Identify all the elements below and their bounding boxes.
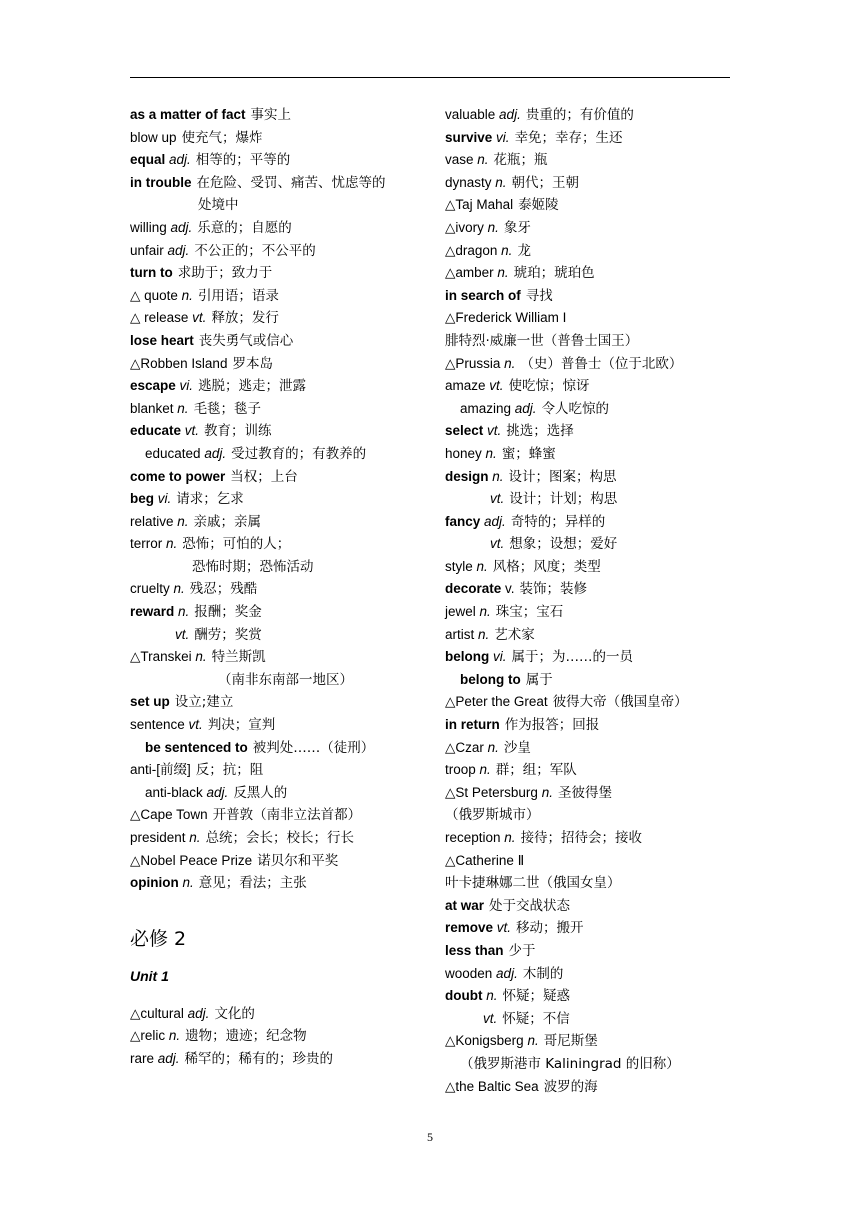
vocab-entry	[445, 1076, 745, 1099]
entry-word: relative	[130, 513, 174, 529]
entry-word: select	[445, 423, 484, 439]
vocab-entry	[445, 669, 745, 692]
entry-word: jewel	[445, 604, 476, 620]
entry-meaning: 寻找	[525, 287, 553, 304]
entry-pos: n.	[481, 445, 497, 461]
entry-word: reception	[445, 830, 501, 845]
vocab-entry	[130, 1048, 430, 1071]
entry-meaning: 诺贝尔和平奖	[257, 852, 339, 869]
entry-meaning: 不公正的；不公平的	[194, 242, 316, 259]
entry-pos: adj.	[480, 513, 506, 529]
vocab-entry	[445, 1008, 745, 1031]
entry-word: survive	[445, 129, 493, 145]
entry-word: valuable	[445, 107, 496, 122]
entry-pos: adj.	[154, 1050, 180, 1066]
entry-word: as a matter of fact	[130, 107, 246, 122]
entry-meaning: 贵重的；有价值的	[525, 107, 634, 123]
entry-meaning: 罗本岛	[232, 355, 273, 372]
vocab-entry	[445, 172, 745, 195]
entry-word: △Catherine Ⅱ	[445, 852, 525, 868]
vocab-entry	[130, 1003, 430, 1026]
entry-meaning: 反黑人的	[233, 784, 288, 801]
vocab-entry	[130, 375, 430, 398]
entry-meaning: 当权；上台	[230, 468, 298, 485]
entry-meaning: 教育；训练	[204, 423, 272, 440]
vocab-entry	[445, 149, 745, 172]
entry-meaning: 乐意的；自愿的	[197, 219, 292, 236]
vocab-entry	[130, 217, 430, 240]
vocab-entry	[130, 601, 430, 624]
entry-meaning: 处境中	[198, 197, 239, 214]
entry-meaning: 在危险、受罚、痛苦、忧虑等的	[196, 174, 386, 191]
entry-meaning: 幸免；幸存；生还	[514, 129, 623, 146]
entry-word: vase	[445, 152, 474, 168]
page-number: 5	[427, 1130, 433, 1144]
right-column	[445, 104, 745, 1098]
entry-meaning: 群；组；军队	[495, 762, 577, 779]
vocab-entry	[130, 420, 430, 443]
vocab-entry	[445, 578, 745, 601]
entry-word: equal	[130, 152, 166, 168]
entry-meaning: 设计；计划；构思	[509, 491, 618, 508]
entry-pos: n.	[473, 152, 489, 168]
entry-meaning: 艺术家	[494, 626, 535, 643]
entry-word: amaze	[445, 378, 486, 394]
vocab-entry	[445, 353, 745, 376]
entry-meaning: 接待；招待会；接收	[520, 830, 643, 846]
entry-pos: n.	[475, 604, 491, 620]
entry-word: troop	[445, 762, 476, 778]
entry-meaning: 彼得大帝（俄国皇帝）	[552, 694, 688, 711]
entry-pos: vt.	[483, 1010, 498, 1026]
entry-meaning: 反；抗；阻	[195, 762, 264, 779]
vocab-entry	[445, 804, 745, 827]
vocab-entry	[445, 737, 745, 760]
entry-meaning: 想象；设想；爱好	[509, 536, 618, 553]
vocab-entry	[445, 127, 745, 150]
entry-meaning: 文化的	[214, 1005, 255, 1022]
entry-pos: adj.	[165, 152, 191, 168]
entry-meaning: （俄罗斯城市）	[445, 807, 540, 824]
entry-word: come to power	[130, 468, 226, 484]
entry-pos: n.	[483, 219, 499, 235]
entry-pos: n.	[482, 988, 498, 1004]
entry-word: less than	[445, 942, 504, 958]
entry-word: △St Petersburg	[445, 784, 538, 800]
left-column	[130, 104, 430, 1071]
vocab-entry	[445, 443, 745, 466]
entry-word: △Nobel Peace Prize	[130, 852, 253, 868]
entry-word: wooden	[445, 965, 493, 981]
vocab-entry	[445, 1053, 745, 1076]
entry-word: △Peter the Great	[445, 694, 548, 710]
unit-title: Unit 1	[130, 967, 169, 984]
entry-meaning: 引用语；语录	[197, 287, 279, 304]
vocab-entry	[130, 488, 430, 511]
entry-pos: vt.	[485, 378, 504, 394]
entry-word: remove	[445, 920, 494, 936]
entry-word: △dragon	[445, 242, 498, 258]
entry-meaning: 恐怖时期；恐怖活动	[192, 558, 314, 575]
vocab-entry	[130, 556, 430, 579]
vocab-entry	[445, 285, 745, 308]
vocab-entry	[445, 895, 745, 918]
entry-meaning: 事实上	[250, 107, 292, 123]
vocab-entry	[445, 466, 745, 489]
entry-word: terror	[130, 536, 163, 552]
entry-word: blanket	[130, 400, 174, 416]
entry-word: △Cape Town	[130, 807, 208, 823]
entry-pos: vi.	[489, 649, 507, 665]
vocab-entry	[130, 127, 430, 150]
entry-meaning: 花瓶；瓶	[493, 152, 548, 169]
entry-word: willing	[130, 219, 167, 235]
entry-meaning: 琥珀；琥珀色	[513, 265, 595, 282]
entry-word: beg	[130, 491, 155, 507]
vocab-entry	[445, 240, 745, 263]
entry-pos: n.	[500, 830, 516, 845]
vocab-entry	[130, 398, 430, 421]
vocab-entry	[130, 330, 430, 353]
entry-meaning: 相等的；平等的	[195, 152, 291, 169]
entry-meaning: 怀疑；不信	[502, 1010, 570, 1027]
vocab-entry	[445, 782, 745, 805]
entry-meaning: （南非东南部一地区）	[218, 671, 353, 688]
entry-meaning: （俄罗斯港市 Kaliningrad 的旧称）	[460, 1055, 680, 1072]
entry-word: △Robben Island	[130, 355, 228, 371]
entry-word: escape	[130, 378, 176, 394]
entry-meaning: 逃脱；逃走；泄露	[198, 378, 307, 395]
entry-meaning: 挑选；选择	[506, 423, 574, 440]
entry-pos: n.	[165, 1028, 181, 1044]
entry-word: in return	[445, 717, 500, 733]
vocab-entry	[445, 556, 745, 579]
entry-word: artist	[445, 626, 475, 642]
entry-meaning: 令人吃惊的	[541, 400, 610, 417]
entry-meaning: 作为报答；回报	[504, 717, 600, 734]
entry-meaning: 波罗的海	[543, 1078, 598, 1095]
entry-pos: adj.	[495, 107, 521, 122]
vocab-entry	[445, 963, 745, 986]
left-entry-list	[130, 104, 430, 895]
entry-pos: adj.	[200, 445, 227, 461]
entry-word: reward	[130, 604, 175, 620]
vocab-entry	[130, 194, 430, 217]
entry-meaning: 受过教育的；有教养的	[231, 445, 367, 462]
vocab-entry	[130, 353, 430, 376]
entry-word: turn to	[130, 265, 173, 281]
spacer	[130, 895, 430, 917]
entry-word: anti-black	[145, 784, 203, 800]
entry-word: △ quote	[130, 287, 178, 303]
entry-meaning: 稀罕的；稀有的；珍贵的	[184, 1050, 334, 1067]
vocab-entry	[445, 307, 745, 330]
vocab-entry	[130, 804, 430, 827]
vocab-entry	[130, 511, 430, 534]
entry-meaning: 龙	[517, 242, 531, 259]
vocab-entry	[445, 601, 745, 624]
vocab-entry	[130, 759, 430, 782]
left-entry-list-unit1	[130, 1003, 430, 1071]
entry-word: △the Baltic Sea	[445, 1078, 539, 1094]
entry-pos: vt.	[175, 626, 190, 642]
entry-pos: n.	[488, 468, 504, 484]
vocab-entry	[130, 624, 430, 647]
entry-meaning: 请求；乞求	[176, 491, 244, 508]
entry-pos: n.	[474, 626, 490, 642]
entry-pos: vt.	[490, 536, 505, 552]
vocab-entry	[445, 714, 745, 737]
vocab-entry	[445, 398, 745, 421]
vocab-entry	[130, 262, 430, 285]
spacer	[130, 991, 430, 1003]
entry-word: anti-[前缀]	[130, 762, 191, 778]
entry-pos: n.	[537, 784, 553, 800]
entry-pos: n.	[177, 287, 193, 303]
entry-meaning: 属于	[525, 671, 553, 688]
entry-word: △Prussia	[445, 355, 501, 371]
entry-word: in search of	[445, 287, 521, 303]
entry-pos: vt.	[490, 491, 505, 507]
entry-word: lose heart	[130, 332, 194, 348]
vocab-entry	[130, 307, 430, 330]
entry-meaning: 风格；风度；类型	[492, 558, 601, 575]
entry-meaning: 奇特的；异样的	[510, 513, 606, 530]
entry-pos: vt.	[181, 423, 200, 439]
vocab-entry	[445, 420, 745, 443]
entry-word: design	[445, 468, 489, 484]
vocab-entry	[445, 104, 745, 127]
entry-pos: vt.	[188, 310, 207, 326]
entry-meaning: 恐怖；可怕的人；	[182, 536, 291, 553]
entry-word: dynasty	[445, 174, 492, 190]
vocab-entry	[445, 872, 745, 895]
vocab-entry	[445, 1030, 745, 1053]
entry-meaning: （史）普鲁士（位于北欧）	[520, 355, 683, 372]
entry-meaning: 象牙	[503, 219, 531, 236]
vocab-entry	[130, 691, 430, 714]
entry-meaning: 释放；发行	[211, 310, 279, 327]
entry-meaning: 怀疑；疑惑	[502, 988, 570, 1005]
entry-meaning: 泰姬陵	[518, 197, 559, 214]
right-entry-list	[445, 104, 745, 1098]
entry-word: educated	[145, 445, 201, 461]
entry-pos: n.	[173, 513, 189, 529]
vocab-entry	[130, 714, 430, 737]
vocab-entry	[445, 759, 745, 782]
entry-word: belong to	[460, 671, 521, 687]
entry-meaning: 哥尼斯堡	[543, 1033, 598, 1050]
header-rule	[130, 77, 730, 78]
vocab-entry	[130, 240, 430, 263]
entry-word: △amber	[445, 265, 494, 281]
entry-meaning: 蜜；蜂蜜	[501, 445, 556, 462]
vocab-entry	[445, 917, 745, 940]
vocab-entry	[445, 827, 745, 850]
vocab-entry	[445, 624, 745, 647]
entry-meaning: 报酬；奖金	[194, 604, 262, 621]
vocab-entry	[130, 782, 430, 805]
entry-pos: adj.	[202, 784, 229, 800]
entry-meaning: 判决；宣判	[207, 717, 276, 734]
entry-word: decorate	[445, 581, 502, 597]
vocab-entry	[130, 578, 430, 601]
entry-word: unfair	[130, 242, 164, 258]
entry-meaning: 属于；为……的一员	[511, 649, 634, 666]
entry-pos: n.	[523, 1033, 539, 1049]
entry-pos: vi.	[154, 491, 172, 507]
entry-pos: vt.	[184, 717, 203, 733]
entry-word: △relic	[130, 1028, 166, 1044]
entry-meaning: 亲戚；亲属	[193, 513, 262, 530]
vocab-entry	[130, 669, 430, 692]
entry-word: president	[130, 830, 186, 845]
entry-word: △Taj Mahal	[445, 197, 514, 213]
vocab-entry	[130, 285, 430, 308]
entry-word: in trouble	[130, 174, 192, 190]
entry-word: sentence	[130, 717, 185, 733]
vocab-entry	[445, 646, 745, 669]
entry-meaning: 圣彼得堡	[557, 784, 612, 801]
entry-pos: adj.	[492, 965, 518, 981]
vocab-entry	[130, 466, 430, 489]
vocab-entry	[130, 850, 430, 873]
entry-word: △Czar	[445, 739, 484, 755]
entry-pos: n.	[191, 649, 207, 665]
entry-pos: n.	[493, 265, 509, 281]
vocab-entry	[130, 443, 430, 466]
entry-word: opinion	[130, 875, 179, 891]
vocab-entry	[445, 511, 745, 534]
entry-meaning: 使吃惊；惊讶	[508, 378, 590, 395]
entry-pos: n.	[500, 355, 516, 371]
entry-meaning: 处于交战状态	[489, 897, 571, 914]
entry-meaning: 装饰；装修	[519, 581, 588, 598]
entry-word: set up	[130, 694, 170, 710]
entry-word: be sentenced to	[145, 739, 248, 755]
entry-meaning: 木制的	[522, 965, 564, 982]
entry-meaning: 酬劳；奖赏	[194, 626, 262, 643]
vocab-entry	[445, 194, 745, 217]
vocab-entry	[130, 149, 430, 172]
vocab-entry	[445, 375, 745, 398]
entry-pos: n.	[174, 604, 190, 620]
vocab-entry	[130, 872, 430, 895]
vocab-entry	[445, 262, 745, 285]
entry-word: belong	[445, 649, 490, 665]
entry-word: △Frederick William I	[445, 310, 567, 326]
entry-meaning: 朝代；王朝	[511, 174, 580, 191]
entry-word: honey	[445, 445, 482, 461]
entry-meaning: 丧失勇气或信心	[198, 332, 294, 349]
entry-pos: n.	[178, 875, 194, 891]
vocab-entry	[445, 488, 745, 511]
entry-meaning: 珠宝；宝石	[495, 604, 564, 621]
entry-word: fancy	[445, 513, 481, 529]
entry-meaning: 少于	[508, 942, 536, 959]
entry-pos: adj.	[163, 242, 190, 258]
entry-pos: n.	[483, 739, 499, 755]
entry-meaning: 腓特烈·威廉一世（普鲁士国王）	[445, 332, 639, 349]
vocab-entry	[130, 646, 430, 669]
entry-pos: adj.	[183, 1005, 210, 1021]
entry-word: rare	[130, 1050, 155, 1066]
vocab-entry	[130, 104, 430, 127]
vocab-entry	[445, 217, 745, 240]
entry-word: style	[445, 558, 473, 574]
vocab-entry	[130, 1025, 430, 1048]
entry-meaning: 开普敦（南非立法首都）	[212, 807, 362, 824]
entry-word: at war	[445, 897, 485, 913]
entry-meaning: 残忍；残酷	[189, 581, 258, 598]
entry-meaning: 叶卡捷琳娜二世（俄国女皇）	[445, 875, 621, 892]
entry-meaning: 遗物；遗迹；纪念物	[185, 1028, 307, 1045]
entry-pos: adj.	[166, 219, 193, 235]
entry-meaning: 被判处……（徒刑）	[252, 739, 375, 756]
entry-meaning: 使充气；爆炸	[181, 129, 263, 146]
vocab-entry	[445, 691, 745, 714]
entry-meaning: 设立;建立	[174, 694, 234, 711]
entry-word: △ release	[130, 310, 189, 326]
entry-meaning: 意见；看法；主张	[198, 875, 307, 892]
entry-pos: n.	[169, 581, 185, 597]
vocab-entry	[445, 985, 745, 1008]
entry-pos: n.	[472, 558, 488, 574]
entry-word: blow up	[130, 129, 177, 145]
vocab-entry	[445, 850, 745, 873]
entry-meaning: 沙皇	[503, 739, 531, 756]
entry-word: cruelty	[130, 581, 170, 597]
entry-pos: n.	[185, 830, 201, 845]
entry-pos: v.	[501, 581, 515, 597]
entry-word: △Konigsberg	[445, 1033, 524, 1049]
entry-pos: vt.	[493, 920, 512, 936]
vocab-entry	[130, 827, 430, 850]
entry-pos: vt.	[483, 423, 502, 439]
entry-pos: vi.	[175, 378, 194, 394]
entry-word: educate	[130, 423, 182, 439]
entry-pos: vi.	[492, 129, 510, 145]
entry-pos: n.	[497, 242, 513, 258]
vocab-entry	[130, 172, 430, 195]
entry-meaning: 特兰斯凯	[211, 649, 266, 666]
entry-pos: n.	[491, 174, 507, 190]
entry-pos: adj.	[511, 400, 537, 416]
entry-pos: n.	[475, 762, 491, 778]
entry-meaning: 设计；图案；构思	[508, 468, 617, 485]
entry-word: amazing	[460, 400, 512, 416]
entry-word: △Transkei	[130, 649, 192, 665]
entry-meaning: 毛毯；毯子	[193, 400, 262, 417]
entry-word: doubt	[445, 988, 483, 1004]
vocab-entry	[445, 940, 745, 963]
entry-pos: n.	[173, 400, 189, 416]
vocab-entry	[130, 533, 430, 556]
entry-meaning: 求助于；致力于	[177, 265, 273, 282]
entry-pos: n.	[162, 536, 178, 552]
entry-meaning: 总统；会长；校长；行长	[205, 830, 355, 846]
vocab-entry	[130, 737, 430, 760]
vocab-entry	[445, 330, 745, 353]
entry-word: △ivory	[445, 219, 484, 235]
section-title: 必修 2	[130, 927, 187, 950]
entry-word: △cultural	[130, 1005, 184, 1021]
entry-meaning: 移动；搬开	[516, 920, 584, 937]
vocab-entry	[445, 533, 745, 556]
